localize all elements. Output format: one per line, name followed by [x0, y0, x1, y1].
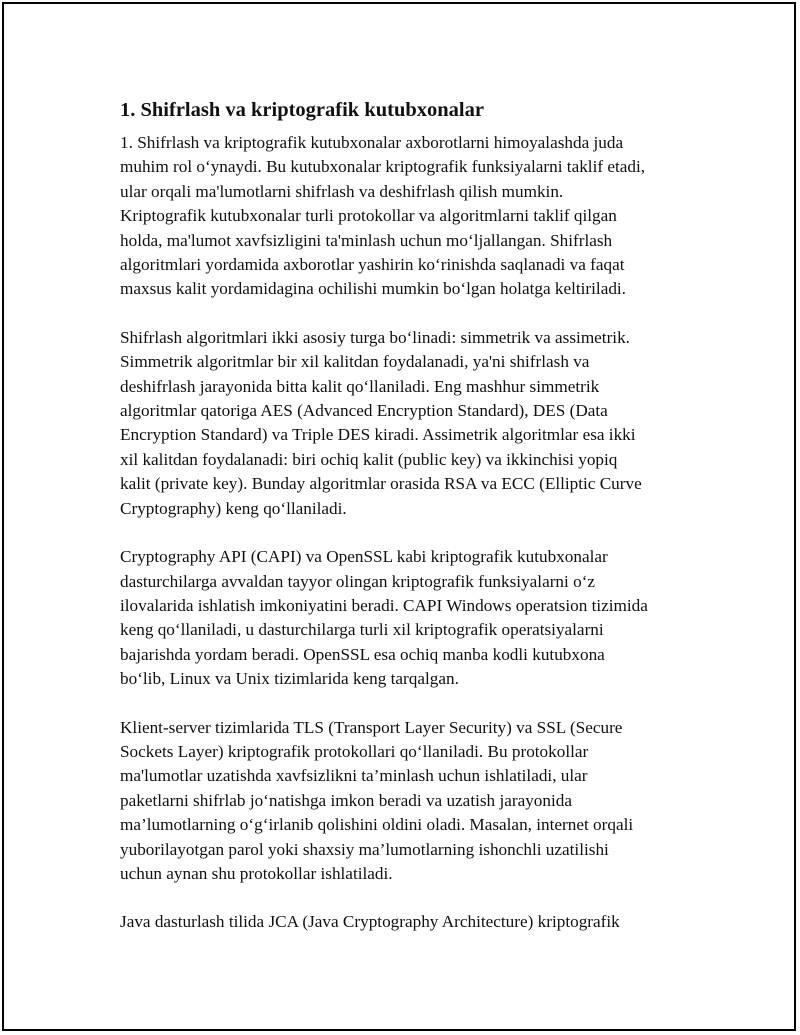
- text-line: ma'lumotlar uzatishda xavfsizlikni ta’minlash uchun ishlatiladi, ular: [120, 766, 588, 786]
- text-line: algoritmlari yordamida axborotlar yashirin ko‘rinishda saqlanadi va faqat: [120, 255, 625, 275]
- text-line: Cryptography API (CAPI) va OpenSSL kabi kriptografik kutubxonalar: [120, 547, 608, 567]
- text-line: Kriptografik kutubxonalar turli protokollar va algoritmlarni taklif qilgan: [120, 206, 617, 226]
- paragraph: [120, 716, 700, 887]
- text-line: kalit (private key). Bunday algoritmlar orasida RSA va ECC (Elliptic Curve: [120, 474, 642, 494]
- paragraph: [120, 910, 700, 934]
- text-line: ular orqali ma'lumotlarni shifrlash va deshifrlash qilish mumkin.: [120, 181, 564, 201]
- document-body: [120, 96, 700, 959]
- text-line: deshifrlash jarayonida bitta kalit qo‘llaniladi. Eng mashhur simmetrik: [120, 376, 600, 396]
- text-line: ilovalarida ishlatish imkoniyatini beradi. CAPI Windows operatsion tizimida: [120, 595, 648, 615]
- section-heading: 1. Shifrlash va kriptografik kutubxonalar: [120, 99, 484, 121]
- text-line: Sockets Layer) kriptografik protokollari qo‘llaniladi. Bu protokollar: [120, 741, 589, 761]
- text-line: keng qo‘llaniladi, u dasturchilarga turli xil kriptografik operatsiyalarni: [120, 620, 604, 640]
- text-line: maxsus kalit yordamidagina ochilishi mumkin bo‘lgan holatga keltiriladi.: [120, 279, 626, 299]
- text-line: Simmetrik algoritmlar bir xil kalitdan foydalanadi, ya'ni shifrlash va: [120, 352, 590, 372]
- text-line: paketlarni shifrlab jo‘natishga imkon beradi va uzatish jarayonida: [120, 790, 572, 810]
- text-line: ma’lumotlarning o‘g‘irlanib qolishini oldini oladi. Masalan, internet orqali: [120, 815, 634, 835]
- text-line: bajarishda yordam beradi. OpenSSL esa ochiq manba kodli kutubxona: [120, 644, 605, 664]
- text-line: muhim rol o‘ynaydi. Bu kutubxonalar kriptografik funksiyalarni taklif etadi,: [120, 157, 646, 177]
- paragraph: [120, 131, 700, 302]
- document-page: [2, 2, 796, 1031]
- text-line: algoritmlar qatoriga AES (Advanced Encryption Standard), DES (Data: [120, 401, 608, 421]
- text-line: dasturchilarga avvaldan tayyor olingan kriptografik funksiyalarni o‘z: [120, 571, 596, 591]
- text-line: yuborilayotgan parol yoki shaxsiy ma’lumotlarning ishonchli uzatilishi: [120, 839, 609, 859]
- text-line: xil kalitdan foydalanadi: biri ochiq kalit (public key) va ikkinchisi yopiq: [120, 449, 618, 469]
- text-line: Shifrlash algoritmlari ikki asosiy turga bo‘linadi: simmetrik va assimetrik.: [120, 327, 630, 347]
- paragraph: [120, 326, 700, 521]
- paragraph: [120, 545, 700, 691]
- text-line: Klient-server tizimlarida TLS (Transport Layer Security) va SSL (Secure: [120, 717, 623, 737]
- paragraph-list: [120, 131, 700, 935]
- text-line: 1. Shifrlash va kriptografik kutubxonalar axborotlarni himoyalashda juda: [120, 133, 624, 152]
- text-line: Cryptography) keng qo‘llaniladi.: [120, 498, 347, 518]
- text-line: Encryption Standard) va Triple DES kiradi. Assimetrik algoritmlar esa ikki: [120, 425, 636, 445]
- text-line: uchun aynan shu protokollar ishlatiladi.: [120, 863, 393, 883]
- text-line: holda, ma'lumot xavfsizligini ta'minlash uchun mo‘ljallangan. Shifrlash: [120, 230, 613, 250]
- text-line: bo‘lib, Linux va Unix tizimlarida keng tarqalgan.: [120, 669, 459, 689]
- text-line: Java dasturlash tilida JCA (Java Cryptography Architecture) kriptografik: [120, 912, 620, 932]
